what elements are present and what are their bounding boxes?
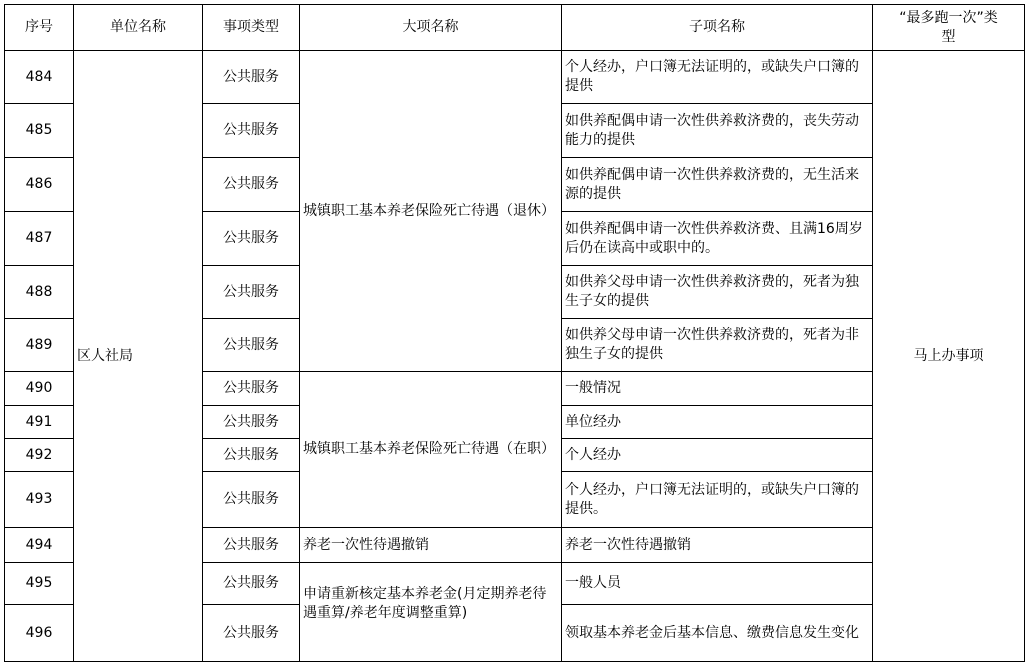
item-type-cell: 公共服务 — [203, 563, 300, 605]
sub-item-cell: 如供养配偶申请一次性供养救济费的，无生活来源的提供 — [562, 158, 873, 212]
item-type-cell: 公共服务 — [203, 372, 300, 406]
header-row — [5, 5, 1025, 51]
row-number: 495 — [5, 563, 74, 605]
header-type: 事项类型 — [203, 5, 300, 51]
unit-name-cell: 区人社局 — [74, 51, 203, 662]
row-number: 492 — [5, 439, 74, 472]
item-type-cell: 公共服务 — [203, 51, 300, 104]
sub-item-cell: 个人经办，户口簿无法证明的，或缺失户口簿的提供 — [562, 51, 873, 104]
item-type-cell: 公共服务 — [203, 472, 300, 528]
matters-table — [4, 4, 1025, 662]
row-number: 484 — [5, 51, 74, 104]
header-major: 大项名称 — [300, 5, 562, 51]
sub-item-cell: 领取基本养老金后基本信息、缴费信息发生变化 — [562, 605, 873, 662]
item-type-cell: 公共服务 — [203, 605, 300, 662]
sub-item-cell: 如供养配偶申请一次性供养救济费、且满16周岁后仍在读高中或职中的。 — [562, 212, 873, 266]
major-item-cell: 养老一次性待遇撤销 — [300, 528, 562, 563]
sub-item-cell: 如供养父母申请一次性供养救济费的，死者为独生子女的提供 — [562, 266, 873, 319]
item-type-cell: 公共服务 — [203, 406, 300, 439]
item-type-cell: 公共服务 — [203, 266, 300, 319]
major-item-cell: 城镇职工基本养老保险死亡待遇（退休） — [300, 51, 562, 372]
header-unit: 单位名称 — [74, 5, 203, 51]
sub-item-cell: 个人经办，户口簿无法证明的，或缺失户口簿的提供。 — [562, 472, 873, 528]
item-type-cell: 公共服务 — [203, 528, 300, 563]
sub-item-cell: 养老一次性待遇撤销 — [562, 528, 873, 563]
row-number: 494 — [5, 528, 74, 563]
sub-item-cell: 一般情况 — [562, 372, 873, 406]
row-number: 486 — [5, 158, 74, 212]
sub-item-cell: 一般人员 — [562, 563, 873, 605]
table-row — [5, 51, 1025, 104]
row-number: 489 — [5, 319, 74, 372]
run-type-cell: 马上办事项 — [873, 51, 1025, 662]
header-sub: 子项名称 — [562, 5, 873, 51]
header-run-type: “最多跑一次”类型 — [873, 5, 1025, 51]
row-number: 491 — [5, 406, 74, 439]
row-number: 485 — [5, 104, 74, 158]
item-type-cell: 公共服务 — [203, 212, 300, 266]
sub-item-cell: 个人经办 — [562, 439, 873, 472]
row-number: 487 — [5, 212, 74, 266]
row-number: 493 — [5, 472, 74, 528]
item-type-cell: 公共服务 — [203, 439, 300, 472]
item-type-cell: 公共服务 — [203, 158, 300, 212]
row-number: 496 — [5, 605, 74, 662]
row-number: 490 — [5, 372, 74, 406]
item-type-cell: 公共服务 — [203, 104, 300, 158]
major-item-cell: 申请重新核定基本养老金(月定期养老待遇重算/养老年度调整重算) — [300, 563, 562, 662]
sub-item-cell: 单位经办 — [562, 406, 873, 439]
major-item-cell: 城镇职工基本养老保险死亡待遇（在职） — [300, 372, 562, 528]
header-seq: 序号 — [5, 5, 74, 51]
item-type-cell: 公共服务 — [203, 319, 300, 372]
sub-item-cell: 如供养配偶申请一次性供养救济费的，丧失劳动能力的提供 — [562, 104, 873, 158]
row-number: 488 — [5, 266, 74, 319]
sub-item-cell: 如供养父母申请一次性供养救济费的，死者为非独生子女的提供 — [562, 319, 873, 372]
